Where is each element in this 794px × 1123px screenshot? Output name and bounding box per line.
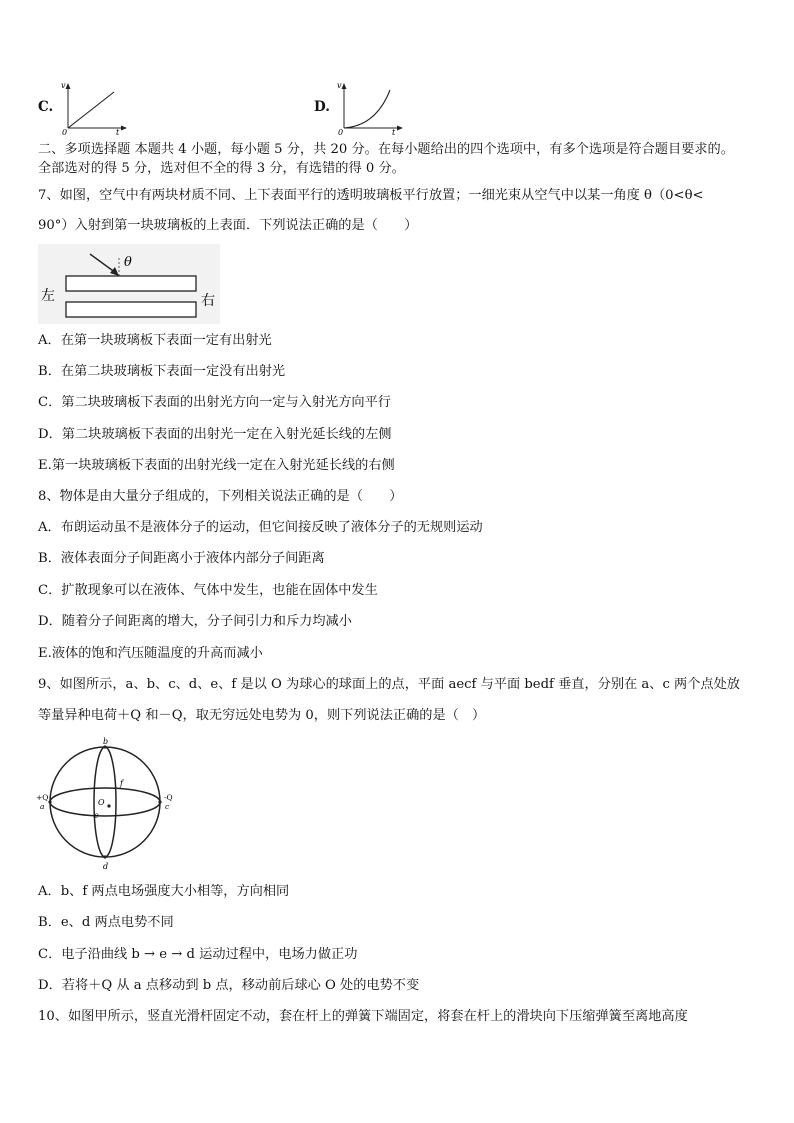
q7-option-a: A．在第一块玻璃板下表面一定有出射光 <box>38 333 272 348</box>
section2-line1: 二、多项选择题 本题共 4 小题，每小题 5 分，共 20 分。在每小题给出的四个选项中，有多个选项是符合题目要求的。 <box>38 142 734 157</box>
q8-option-b: B．液体表面分子间距离小于液体内部分子间距离 <box>38 551 325 566</box>
q9-plus-q: +Q <box>36 793 49 802</box>
q7-stem-line1: 7、如图，空气中有两块材质不同、上下表面平行的透明玻璃板平行放置；一细光束从空气中以某一角度 θ（0<θ< <box>38 188 704 203</box>
q9-point-c: c <box>165 802 170 811</box>
sphere-outline <box>50 747 160 857</box>
q7-left-label: 左 <box>41 288 55 304</box>
q7-option-c: C．第二块玻璃板下表面的出射光方向一定与入射光方向平行 <box>38 395 391 410</box>
q9-point-f: f <box>120 779 123 788</box>
option-c-label: C. <box>38 99 54 115</box>
q9-point-a: a <box>40 802 45 811</box>
equator-ellipse <box>50 788 160 816</box>
q9-option-b: B．e、d 两点电势不同 <box>38 915 174 930</box>
q9-stem-line2: 等量异种电荷＋Q 和－Q，取无穷远处电势为 0，则下列说法正确的是（ ） <box>38 708 486 723</box>
q9-point-e: e <box>94 811 99 820</box>
q9-stem-line1: 9、如图所示，a、b、c、d、e、f 是以 O 为球心的球面上的点，平面 aecf 与平面 bedf 垂直，分别在 a、c 两个点处放 <box>38 677 740 692</box>
q9-sphere-figure <box>36 736 176 874</box>
option-c-graph <box>60 80 130 136</box>
q8-option-c: C．扩散现象可以在液体、气体中发生，也能在固体中发生 <box>38 583 378 598</box>
q7-stem-line2: 90°）入射到第一块玻璃板的上表面．下列说法正确的是（ ） <box>38 218 418 233</box>
q7-glass-plates-figure <box>38 244 220 324</box>
q7-option-b: B．在第二块玻璃板下表面一定没有出射光 <box>38 364 286 379</box>
option-d-graph <box>336 80 406 136</box>
q8-option-a: A．布朗运动虽不是液体分子的运动，但它间接反映了液体分子的无规则运动 <box>38 520 483 535</box>
q7-option-e: E.第一块玻璃板下表面的出射光线一定在入射光延长线的右侧 <box>38 458 395 473</box>
option-c-origin: 0 <box>62 128 68 137</box>
option-c-axis-x: t <box>116 128 120 137</box>
option-d-axis-y: v <box>337 81 342 90</box>
option-d-origin: 0 <box>338 128 344 137</box>
q9-option-a: A．b、f 两点电场强度大小相等，方向相同 <box>38 884 290 899</box>
q9-point-b: b <box>103 737 109 746</box>
q8-stem: 8、物体是由大量分子组成的，下列相关说法正确的是（ ） <box>38 489 403 504</box>
q7-theta-label: θ <box>124 255 132 270</box>
section2-line2: 全部选对的得 5 分，选对但不全的得 3 分，有选错的得 0 分。 <box>38 161 405 176</box>
option-d-label: D. <box>314 99 330 115</box>
q9-point-d: d <box>103 862 109 871</box>
q9-option-d: D．若将＋Q 从 a 点移动到 b 点，移动前后球心 O 处的电势不变 <box>38 978 420 993</box>
option-c-axis-y: v <box>61 81 66 90</box>
q9-minus-q: -Q <box>164 793 173 802</box>
option-d-axis-x: t <box>392 128 396 137</box>
glass-plate-2 <box>66 302 196 317</box>
glass-plate-1 <box>66 276 196 291</box>
q8-option-e: E.液体的饱和汽压随温度的升高而减小 <box>38 646 263 661</box>
q8-option-d: D．随着分子间距离的增大，分子间引力和斥力均减小 <box>38 614 352 629</box>
q9-point-o: O <box>98 798 105 807</box>
center-point-o <box>107 804 110 807</box>
q10-stem-line1: 10、如图甲所示，竖直光滑杆固定不动，套在杆上的弹簧下端固定，将套在杆上的滑块向下压缩弹簧至离地高度 <box>38 1009 688 1024</box>
q7-option-d: D．第二块玻璃板下表面的出射光一定在入射光延长线的左侧 <box>38 427 392 442</box>
q9-option-c: C．电子沿曲线 b → e → d 运动过程中，电场力做正功 <box>38 947 358 962</box>
q7-right-label: 右 <box>201 293 215 309</box>
